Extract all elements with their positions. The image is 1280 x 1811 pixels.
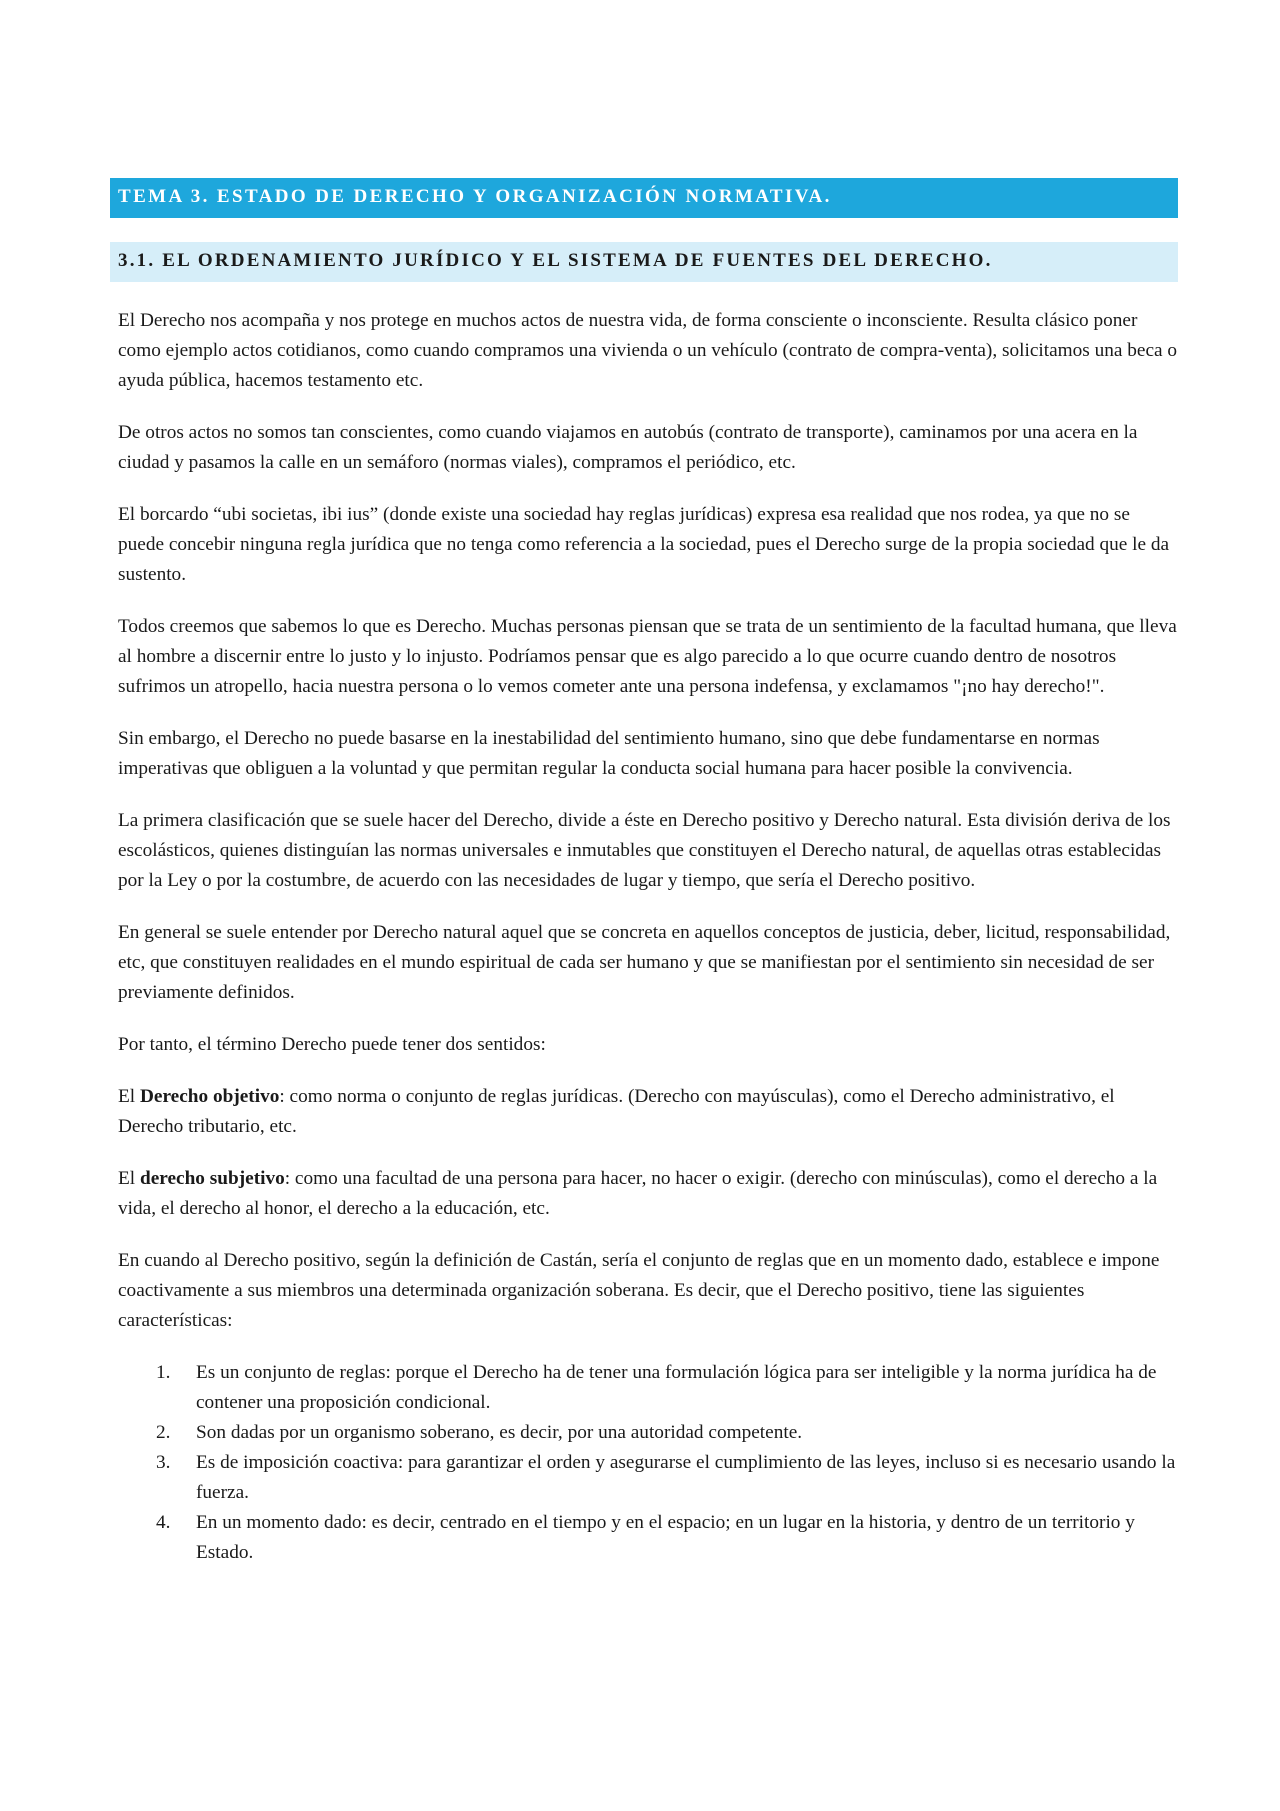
list-item (118, 1448, 1178, 1508)
chapter-heading: TEMA 3. ESTADO DE DERECHO Y ORGANIZACIÓN NORMATIVA. (110, 178, 1178, 218)
paragraph: En cuando al Derecho positivo, según la definición de Castán, sería el conjunto de reglas que en un momento dado, establece e impone coactivamente a sus miembros una determinada organización soberana. Es decir, que el Derecho positivo, tiene las siguientes características: (118, 1250, 1160, 1331)
paragraph: Sin embargo, el Derecho no puede basarse en la inestabilidad del sentimiento humano, sino que debe fundamentarse en normas imperativas que obliguen a la voluntad y que permitan regular la conducta social humana para hacer posible la convivencia. (118, 728, 1100, 779)
paragraph: El Derecho nos acompaña y nos protege en muchos actos de nuestra vida, de forma consciente o inconsciente. Resulta clásico poner como ejemplo actos cotidianos, como cuando compramos una vivienda o un vehículo (contrato de compra-venta), solicitamos una beca o ayuda pública, hacemos testamento etc. (118, 310, 1178, 391)
definition-term: Derecho objetivo (139, 1086, 280, 1107)
definition-term: derecho subjetivo (139, 1168, 285, 1189)
definition-derecho-subjetivo (118, 1164, 1178, 1224)
list-number: 1. (156, 1362, 171, 1383)
page-content (110, 178, 1178, 1568)
definition-derecho-objetivo (118, 1082, 1178, 1142)
list-item (118, 1358, 1178, 1418)
paragraph: Por tanto, el término Derecho puede tener dos sentidos: (118, 1034, 546, 1055)
list-text: Es de imposición coactiva: para garantizar el orden y asegurarse el cumplimiento de las leyes, incluso si es necesario usando la fuerza. (196, 1452, 1176, 1503)
list-number: 3. (156, 1452, 171, 1473)
list-text: En un momento dado: es decir, centrado en el tiempo y en el espacio; en un lugar en la historia, y dentro de un territorio y Estado. (196, 1512, 1135, 1563)
definition-prefix: El (118, 1168, 140, 1189)
paragraph: Todos creemos que sabemos lo que es Derecho. Muchas personas piensan que se trata de un sentimiento de la facultad humana, que lleva al hombre a discernir entre lo justo y lo injusto. Podríamos pensar que es algo parecido a lo que ocurre cuando dentro de nosotros sufrimos un atropello, hacia nuestra persona o lo vemos cometer ante una persona indefensa, y exclamamos "¡no hay derecho!". (118, 616, 1177, 697)
definition-prefix: El (118, 1086, 140, 1107)
definition-text: : como norma o conjunto de reglas jurídicas. (Derecho con mayúsculas), como el Derecho administrativo, el Derecho tributario, etc. (118, 1086, 1115, 1137)
section-heading: 3.1. EL ORDENAMIENTO JURÍDICO Y EL SISTEMA DE FUENTES DEL DERECHO. (110, 242, 1178, 282)
list-number: 2. (156, 1422, 171, 1443)
characteristics-list (118, 1358, 1178, 1568)
paragraph: La primera clasificación que se suele hacer del Derecho, divide a éste en Derecho positivo y Derecho natural. Esta división deriva de los escolásticos, quienes distinguían las normas universales e inmutables que constituyen el Derecho natural, de aquellas otras establecidas por la Ley o por la costumbre, de acuerdo con las necesidades de lugar y tiempo, que sería el Derecho positivo. (118, 810, 1171, 891)
paragraph: De otros actos no somos tan conscientes, como cuando viajamos en autobús (contrato de transporte), caminamos por una acera en la ciudad y pasamos la calle en un semáforo (normas viales), compramos el periódico, etc. (118, 422, 1138, 473)
list-text: Es un conjunto de reglas: porque el Derecho ha de tener una formulación lógica para ser inteligible y la norma jurídica ha de contener una proposición condicional. (196, 1362, 1157, 1413)
list-text: Son dadas por un organismo soberano, es decir, por una autoridad competente. (196, 1422, 803, 1443)
paragraph: En general se suele entender por Derecho natural aquel que se concreta en aquellos conceptos de justicia, deber, licitud, responsabilidad, etc, que constituyen realidades en el mundo espiritual de cada ser humano y que se manifiestan por el sentimiento sin necesidad de ser previamente definidos. (118, 922, 1171, 1003)
list-item (118, 1508, 1178, 1568)
definition-text: : como una facultad de una persona para hacer, no hacer o exigir. (derecho con minúsculas), como el derecho a la vida, el derecho al honor, el derecho a la educación, etc. (118, 1168, 1158, 1219)
list-number: 4. (156, 1512, 171, 1533)
list-item (118, 1418, 1178, 1448)
paragraph: El borcardo “ubi societas, ibi ius” (donde existe una sociedad hay reglas jurídicas) expresa esa realidad que nos rodea, ya que no se puede concebir ninguna regla jurídica que no tenga como referencia a la sociedad, pues el Derecho surge de la propia sociedad que le da sustento. (118, 504, 1170, 585)
